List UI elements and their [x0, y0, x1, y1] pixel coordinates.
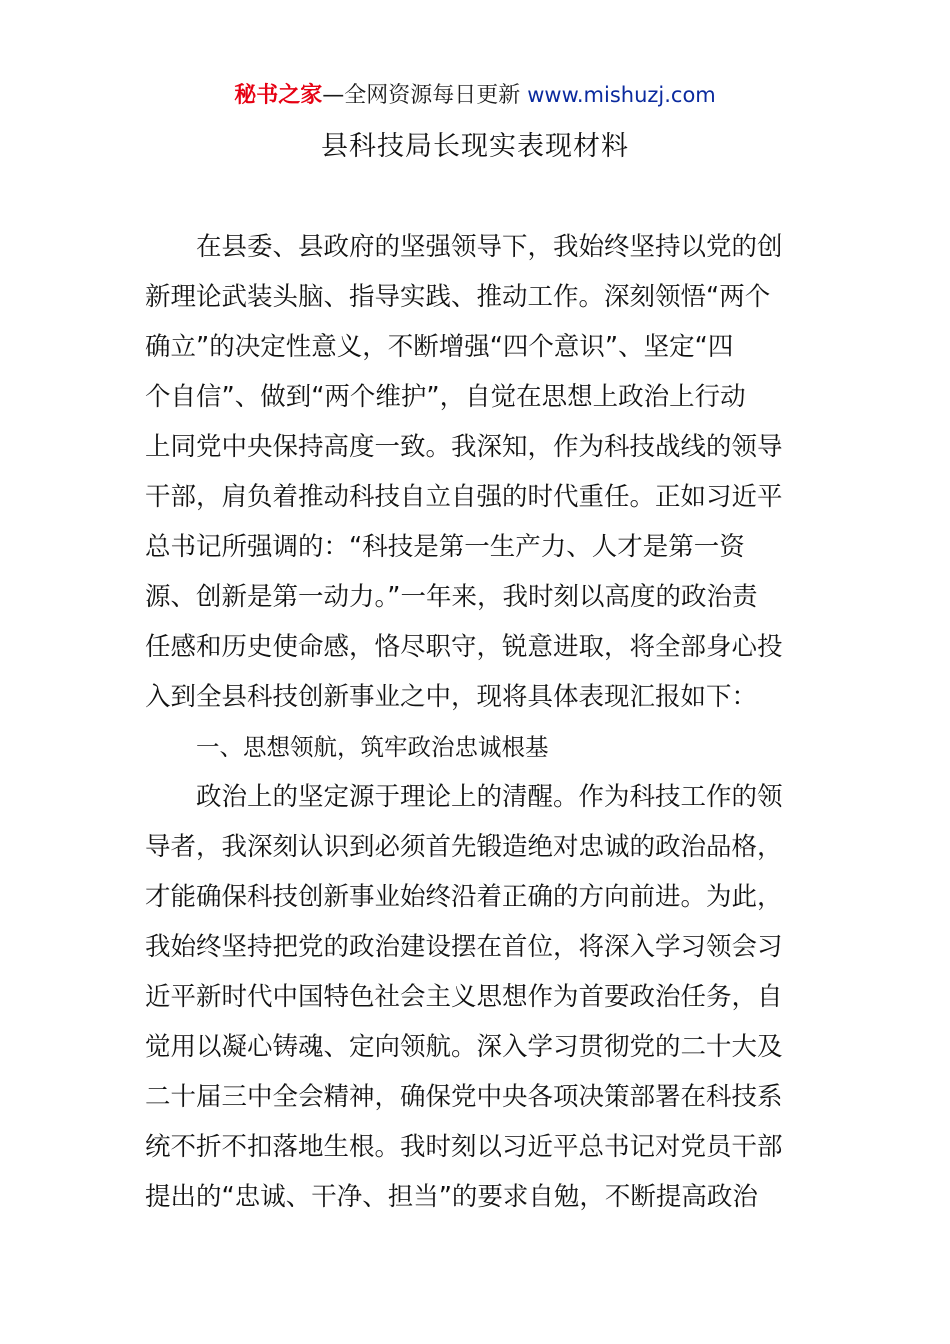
text-line: 导者，我深刻认识到必须首先锻造绝对忠诚的政治品格，	[145, 832, 783, 862]
text-line: 确立”的决定性意义，不断增强“四个意识”、坚定“四	[145, 332, 734, 362]
text-line: 才能确保科技创新事业始终沿着正确的方向前进。为此，	[145, 882, 783, 912]
text-line: 个自信”、做到“两个维护”，自觉在思想上政治上行动	[145, 382, 746, 412]
header-tagline: —全网资源每日更新	[322, 83, 521, 108]
text-line: 任感和历史使命感，恪尽职守，锐意进取，将全部身心投	[145, 632, 783, 662]
text-line: 总书记所强调的：“科技是第一生产力、人才是第一资	[145, 532, 745, 562]
paragraph-intro	[145, 222, 805, 722]
text-line: 统不折不扣落地生根。我时刻以习近平总书记对党员干部	[145, 1132, 783, 1162]
text-line: 觉用以凝心铸魂、定向领航。深入学习贯彻党的二十大及	[145, 1032, 783, 1062]
document-title: 县科技局长现实表现材料	[321, 131, 629, 162]
text-line: 新理论武装头脑、指导实践、推动工作。深刻领悟“两个	[145, 282, 771, 312]
text-line: 二十届三中全会精神，确保党中央各项决策部署在科技系	[145, 1082, 783, 1112]
text-line: 在县委、县政府的坚强领导下，我始终坚持以党的创	[196, 232, 783, 262]
brand-name: 秘书之家	[234, 83, 323, 108]
site-header	[0, 78, 950, 113]
site-url-link[interactable]: www.mishuzj.com	[527, 83, 716, 107]
document-body	[145, 222, 805, 1222]
text-line: 提出的“忠诚、干净、担当”的要求自勉，不断提高政治	[145, 1182, 758, 1212]
section-heading-text: 一、思想领航，筑牢政治忠诚根基	[196, 733, 549, 761]
paragraph-section-1	[145, 772, 805, 1222]
text-line: 上同党中央保持高度一致。我深知，作为科技战线的领导	[145, 432, 783, 462]
text-line: 我始终坚持把党的政治建设摆在首位，将深入学习领会习	[145, 932, 783, 962]
section-heading	[145, 722, 805, 772]
text-line: 政治上的坚定源于理论上的清醒。作为科技工作的领	[196, 782, 783, 812]
text-line: 近平新时代中国特色社会主义思想作为首要政治任务，自	[145, 982, 783, 1012]
text-line: 入到全县科技创新事业之中，现将具体表现汇报如下：	[145, 682, 758, 712]
text-line: 源、创新是第一动力。”一年来，我时刻以高度的政治责	[145, 582, 758, 612]
text-line: 干部，肩负着推动科技自立自强的时代重任。正如习近平	[145, 482, 783, 512]
